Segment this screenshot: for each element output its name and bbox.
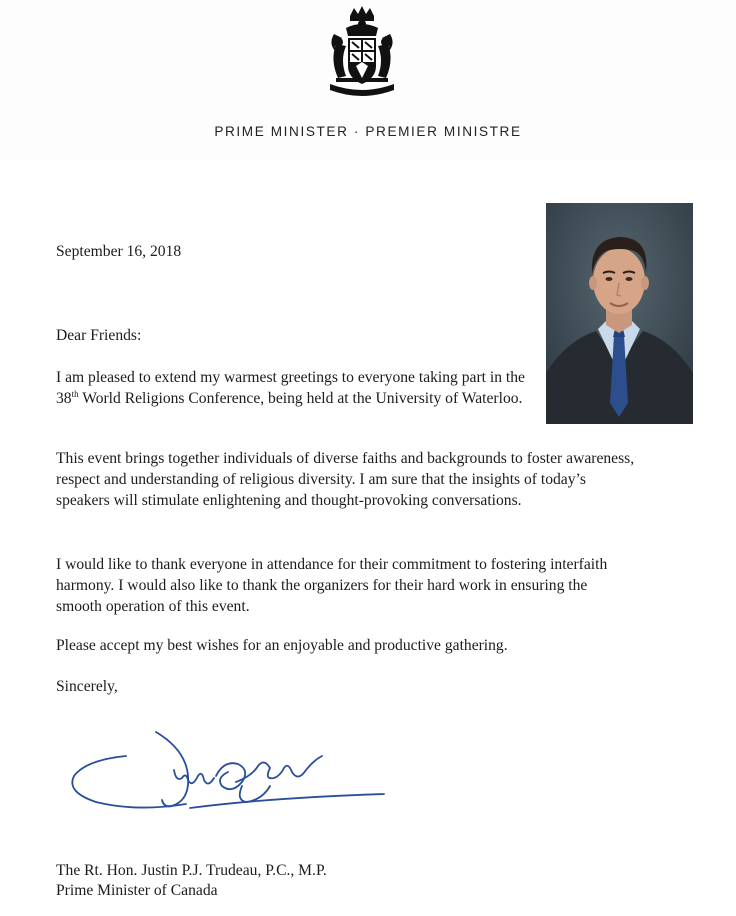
letterhead (0, 0, 736, 160)
handwritten-signature (66, 716, 396, 846)
office-title: PRIME MINISTER · PREMIER MINISTRE (214, 124, 522, 139)
paragraph-greeting (56, 368, 536, 410)
coat-of-arms-icon (318, 4, 406, 104)
paragraph-greeting-text-end: World Religions Conference, being held at the University of Waterloo. (78, 389, 523, 407)
letter-date: September 16, 2018 (56, 243, 182, 260)
signer-name: The Rt. Hon. Justin P.J. Trudeau, P.C., M.P. (56, 862, 327, 879)
paragraph-thanks: I would like to thank everyone in attendance for their commitment to fostering interfaith harmony. I would also like to thank the organizers for their hard work in ensuring the smooth operation of this event. (56, 556, 608, 615)
salutation: Dear Friends: (56, 327, 142, 344)
paragraph-event: This event brings together individuals of diverse faiths and backgrounds to foster awareness, respect and understanding of religious diversity. I am sure that the insights of today’s speakers will stimulate enlightening and thought-provoking conversations. (56, 450, 635, 509)
closing: Sincerely, (56, 678, 118, 695)
paragraph-greeting-text: I am pleased to extend my warmest greetings to everyone taking part in the 38 (56, 369, 525, 407)
signer-title: Prime Minister of Canada (56, 882, 218, 899)
paragraph-wishes: Please accept my best wishes for an enjoyable and productive gathering. (56, 637, 508, 654)
portrait-photo (546, 203, 693, 424)
ordinal-suffix: th (71, 388, 79, 399)
